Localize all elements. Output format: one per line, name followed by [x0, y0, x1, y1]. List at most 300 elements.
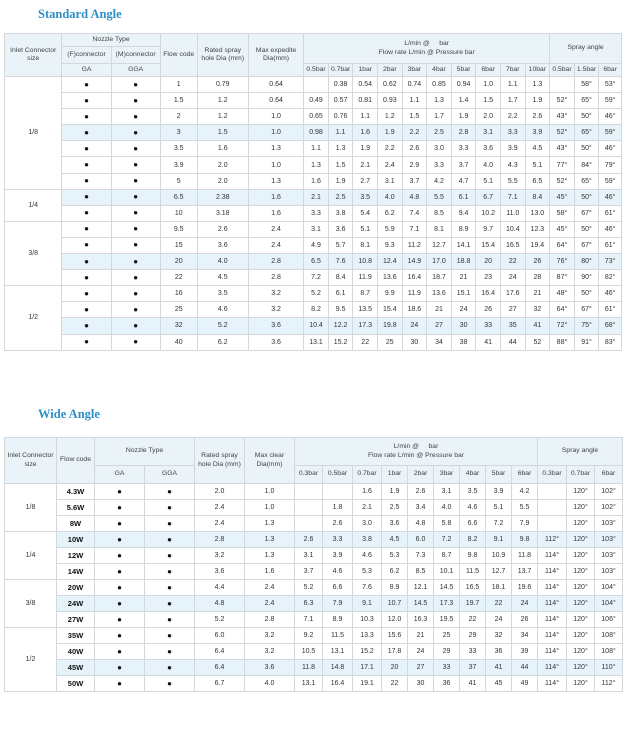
table-row [5, 302, 622, 318]
flow-value: 22 [460, 612, 486, 628]
inlet-size-cell: 1/4 [5, 189, 62, 221]
spray-angle-value: 120° [567, 580, 595, 596]
spray-angle-value: 120° [567, 532, 595, 548]
max-dia-cell: 1.0 [248, 157, 303, 173]
spray-angle-value: 120° [567, 516, 595, 532]
gga-dot: ● [145, 676, 195, 692]
flow-value: 21 [427, 302, 452, 318]
flow-value: 6.2 [378, 205, 403, 221]
spray-angle-value: 46° [599, 141, 622, 157]
flow-value: 6.3 [295, 596, 323, 612]
flow-value: 22 [353, 334, 378, 350]
gga-dot: ● [111, 221, 160, 237]
max-dia-cell: 2.4 [245, 580, 295, 596]
flow-value: 7.1 [500, 189, 525, 205]
flow-value: 9.3 [378, 237, 403, 253]
max-dia-cell: 2.8 [248, 270, 303, 286]
flow-value: 1.3 [328, 141, 353, 157]
ga-dot: ● [95, 548, 145, 564]
flow-value: 7.9 [512, 516, 538, 532]
flow-value: 24 [512, 596, 538, 612]
ga-dot: ● [62, 237, 111, 253]
max-dia-cell: 1.3 [245, 516, 295, 532]
spray-angle-value: 46° [599, 286, 622, 302]
standard-angle-table [4, 33, 622, 351]
flow-value: 30 [408, 676, 434, 692]
flow-value: 1.5 [328, 157, 353, 173]
flow-value: 4.5 [525, 141, 550, 157]
flow-value: 11.5 [460, 564, 486, 580]
flow-code-cell: 45W [57, 660, 95, 676]
rated-dia-cell: 5.2 [195, 612, 245, 628]
flow-value [304, 77, 329, 93]
table-row [5, 221, 622, 237]
flow-value: 2.6 [525, 109, 550, 125]
flow-code-cell: 10 [160, 205, 197, 221]
flow-value: 1.9 [378, 125, 403, 141]
rated-dia-cell: 2.0 [197, 157, 248, 173]
max-dia-cell: 3.6 [248, 318, 303, 334]
flow-value: 32 [525, 302, 550, 318]
flow-value: 8.5 [408, 564, 434, 580]
pressure-header: 4bar [460, 466, 486, 484]
spray-angle-value: 52° [550, 93, 575, 109]
flow-code-cell: 1 [160, 77, 197, 93]
flow-value: 1.3 [304, 157, 329, 173]
flow-value: 35 [500, 318, 525, 334]
ga-dot: ● [62, 286, 111, 302]
flow-value: 17.0 [427, 254, 452, 270]
flow-value: 13.0 [525, 205, 550, 221]
table-row [5, 93, 622, 109]
gga-dot: ● [111, 93, 160, 109]
max-dia-cell: 2.4 [248, 237, 303, 253]
gga-dot: ● [111, 205, 160, 221]
flow-value: 7.2 [486, 516, 512, 532]
gga-dot: ● [111, 254, 160, 270]
flow-value: 2.6 [323, 516, 353, 532]
flow-value: 0.65 [304, 109, 329, 125]
flow-code-cell: 3 [160, 125, 197, 141]
spray-angle-value: 112° [595, 676, 623, 692]
spray-angle-value: 61° [599, 205, 622, 221]
flow-rate-header [304, 34, 550, 64]
flow-value: 22 [486, 596, 512, 612]
flow-code-cell: 1.5 [160, 93, 197, 109]
angle-pressure-header: 6bar [595, 466, 623, 484]
flow-value: 11.9 [402, 286, 427, 302]
flow-value: 2.6 [402, 141, 427, 157]
flow-value: 5.1 [525, 157, 550, 173]
flow-value: 2.5 [427, 125, 452, 141]
inlet-size-cell: 1/2 [5, 628, 57, 692]
flow-value: 5.3 [353, 564, 382, 580]
table-row [5, 125, 622, 141]
flow-value: 4.8 [402, 189, 427, 205]
ga-dot: ● [95, 532, 145, 548]
flow-value: 2.9 [402, 157, 427, 173]
gga-dot: ● [145, 596, 195, 612]
spray-angle-value: 61° [599, 237, 622, 253]
flow-value: 4.8 [408, 516, 434, 532]
flow-value: 41 [460, 676, 486, 692]
spray-angle-value: 45° [550, 189, 575, 205]
flow-rate-unit: L/min @ bar [404, 40, 450, 48]
spray-angle-value: 103° [595, 548, 623, 564]
flow-value: 1.0 [476, 77, 501, 93]
flow-value: 4.2 [427, 173, 452, 189]
flow-value: 49 [512, 676, 538, 692]
spray-angle-value: 79° [599, 157, 622, 173]
ga-dot: ● [95, 516, 145, 532]
spray-angle-value: 52° [550, 173, 575, 189]
spray-angle-value [538, 484, 567, 500]
flow-value: 10.4 [500, 221, 525, 237]
flow-value: 21 [451, 270, 476, 286]
table-row [5, 676, 623, 692]
flow-value: 1.3 [427, 93, 452, 109]
flow-value: 29 [434, 644, 460, 660]
flow-value: 1.9 [525, 93, 550, 109]
ga-dot: ● [62, 189, 111, 205]
flow-value: 1.7 [500, 93, 525, 109]
rated-dia-cell: 3.2 [195, 548, 245, 564]
flow-value: 4.0 [476, 157, 501, 173]
flow-value: 12.2 [328, 318, 353, 334]
flow-value: 5.2 [304, 286, 329, 302]
flow-value: 7.9 [323, 596, 353, 612]
flow-value: 22 [500, 254, 525, 270]
ga-dot: ● [62, 141, 111, 157]
flow-value: 14.9 [402, 254, 427, 270]
flow-value: 1.1 [304, 141, 329, 157]
flow-value: 7.3 [408, 548, 434, 564]
spray-angle-value: 114° [538, 676, 567, 692]
ga-dot: ● [95, 500, 145, 516]
spray-angle-value: 87° [550, 270, 575, 286]
ga-dot: ● [62, 318, 111, 334]
table-row [5, 612, 623, 628]
table-row [5, 596, 623, 612]
inlet-size-cell: 1/8 [5, 484, 57, 532]
flow-code-cell: 8W [57, 516, 95, 532]
pressure-header: 0.5bar [304, 64, 329, 77]
rated-dia-header: Rated spray hole Dia (mm) [197, 34, 248, 77]
standard-angle-title: Standard Angle [38, 7, 122, 21]
flow-code-cell: 3.5 [160, 141, 197, 157]
flow-code-cell: 50W [57, 676, 95, 692]
flow-value: 12.0 [382, 612, 408, 628]
flow-rate-label: Flow rate L/min @ Pressure bar [378, 48, 475, 56]
rated-dia-cell: 2.6 [197, 221, 248, 237]
inlet-size-header: Inlet Connector size [5, 438, 57, 484]
flow-value: 19.4 [525, 237, 550, 253]
max-dia-cell: 1.0 [248, 109, 303, 125]
flow-value: 4.6 [353, 548, 382, 564]
flow-value: 36 [486, 644, 512, 660]
flow-value: 13.3 [353, 628, 382, 644]
flow-value: 4.5 [382, 532, 408, 548]
spray-angle-value: 77° [550, 157, 575, 173]
flow-value: 25 [378, 334, 403, 350]
flow-value: 29 [460, 628, 486, 644]
flow-code-cell: 6.5 [160, 189, 197, 205]
table-row [5, 660, 623, 676]
flow-code-cell: 14W [57, 564, 95, 580]
flow-value: 26 [476, 302, 501, 318]
table-row [5, 173, 622, 189]
ga-dot: ● [62, 93, 111, 109]
flow-value: 4.2 [512, 484, 538, 500]
angle-pressure-header: 0.5bar [550, 64, 575, 77]
flow-value: 9.9 [378, 286, 403, 302]
flow-value: 12.3 [525, 221, 550, 237]
gga-dot: ● [111, 109, 160, 125]
spray-angle-value: 114° [538, 564, 567, 580]
flow-code-cell: 12W [57, 548, 95, 564]
ga-dot: ● [62, 205, 111, 221]
flow-value: 3.6 [382, 516, 408, 532]
spray-angle-value: 50° [574, 109, 599, 125]
flow-value: 0.98 [304, 125, 329, 141]
rated-dia-cell: 3.6 [195, 564, 245, 580]
pressure-header: 6bar [512, 466, 538, 484]
flow-value: 8.1 [353, 237, 378, 253]
pressure-header: 3bar [402, 64, 427, 77]
gga-dot: ● [145, 484, 195, 500]
flow-code-cell: 5.6W [57, 500, 95, 516]
flow-value: 1.9 [328, 173, 353, 189]
max-dia-cell: 2.8 [248, 254, 303, 270]
flow-value: 8.4 [525, 189, 550, 205]
spray-angle-value: 48° [550, 286, 575, 302]
spray-angle-value: 114° [538, 612, 567, 628]
flow-value: 3.1 [304, 221, 329, 237]
flow-value: 14.1 [451, 237, 476, 253]
flow-code-cell: 35W [57, 628, 95, 644]
flow-code-cell: 10W [57, 532, 95, 548]
max-dia-cell: 3.2 [245, 628, 295, 644]
flow-value: 9.7 [476, 221, 501, 237]
flow-value: 2.2 [402, 125, 427, 141]
flow-value: 9.5 [328, 302, 353, 318]
table-row [5, 644, 623, 660]
spray-angle-value: 59° [599, 93, 622, 109]
f-connector-header: (F)connector [62, 47, 111, 64]
spray-angle-value [538, 516, 567, 532]
spray-angle-value: 114° [538, 580, 567, 596]
pressure-header: 10bar [525, 64, 550, 77]
flow-value: 3.1 [476, 125, 501, 141]
flow-value: 32 [486, 628, 512, 644]
spray-angle-value [550, 77, 575, 93]
flow-value: 34 [427, 334, 452, 350]
flow-value: 19.7 [460, 596, 486, 612]
flow-value: 4.6 [460, 500, 486, 516]
spray-angle-header: Spray angle [550, 34, 622, 64]
flow-value: 4.9 [304, 237, 329, 253]
flow-value: 1.9 [382, 484, 408, 500]
table-row [5, 548, 623, 564]
flow-value: 8.9 [382, 580, 408, 596]
ga-dot: ● [62, 221, 111, 237]
rated-dia-cell: 4.8 [195, 596, 245, 612]
flow-value: 2.1 [353, 500, 382, 516]
max-dia-cell: 1.0 [245, 500, 295, 516]
ga-dot: ● [62, 334, 111, 350]
spray-angle-value: 68° [599, 318, 622, 334]
pressure-header: 7bar [500, 64, 525, 77]
max-dia-header: Max expedite Dia(mm) [248, 34, 303, 77]
flow-value: 10.1 [434, 564, 460, 580]
flow-code-cell: 9.5 [160, 221, 197, 237]
spray-angle-value: 120° [567, 644, 595, 660]
spray-angle-value: 91° [574, 334, 599, 350]
flow-value: 27 [408, 660, 434, 676]
flow-value: 1.5 [402, 109, 427, 125]
spray-angle-value: 73° [599, 254, 622, 270]
flow-value: 3.3 [427, 157, 452, 173]
flow-value: 44 [512, 660, 538, 676]
spray-angle-value: 102° [595, 484, 623, 500]
flow-value: 24 [408, 644, 434, 660]
rated-dia-header: Rated spray hole Dia (mm) [195, 438, 245, 484]
gga-dot: ● [111, 318, 160, 334]
spray-angle-value: 114° [538, 596, 567, 612]
spray-angle-value: 46° [599, 221, 622, 237]
flow-value: 4.0 [378, 189, 403, 205]
rated-dia-cell: 2.0 [197, 173, 248, 189]
flow-value: 10.3 [353, 612, 382, 628]
flow-value: 14.5 [434, 580, 460, 596]
inlet-size-cell: 1/2 [5, 286, 62, 350]
gga-dot: ● [145, 564, 195, 580]
table-row [5, 157, 622, 173]
flow-code-cell: 40W [57, 644, 95, 660]
flow-code-header: Flow code [160, 34, 197, 77]
flow-value: 20 [382, 660, 408, 676]
ga-dot: ● [95, 484, 145, 500]
flow-value: 27 [427, 318, 452, 334]
flow-value: 3.7 [402, 173, 427, 189]
flow-value: 9.1 [486, 532, 512, 548]
flow-value: 15.2 [328, 334, 353, 350]
flow-value: 21 [408, 628, 434, 644]
max-dia-cell: 4.0 [245, 676, 295, 692]
ga-dot: ● [62, 109, 111, 125]
flow-value: 36 [434, 676, 460, 692]
flow-value: 0.93 [378, 93, 403, 109]
rated-dia-cell: 1.6 [197, 141, 248, 157]
flow-value: 11.2 [402, 237, 427, 253]
flow-value: 9.2 [295, 628, 323, 644]
flow-code-cell: 40 [160, 334, 197, 350]
spray-angle-value: 50° [574, 286, 599, 302]
flow-value: 11.8 [512, 548, 538, 564]
flow-value: 1.6 [353, 484, 382, 500]
table-row [5, 254, 622, 270]
flow-value: 13.1 [323, 644, 353, 660]
flow-value: 8.9 [451, 221, 476, 237]
rated-dia-cell: 6.7 [195, 676, 245, 692]
table-row [5, 516, 623, 532]
spray-angle-value: 120° [567, 596, 595, 612]
spray-angle-value: 58° [550, 205, 575, 221]
flow-value: 18.6 [402, 302, 427, 318]
spray-angle-value: 120° [567, 500, 595, 516]
flow-rate-unit: L/min @ bar [393, 443, 439, 451]
wide-angle-table [4, 437, 623, 692]
gga-dot: ● [111, 141, 160, 157]
flow-value: 9.4 [451, 205, 476, 221]
gga-dot: ● [145, 548, 195, 564]
spray-angle-value: 120° [567, 660, 595, 676]
spray-angle-value: 120° [567, 612, 595, 628]
flow-value: 7.4 [402, 205, 427, 221]
flow-value: 13.6 [427, 286, 452, 302]
flow-value: 13.6 [378, 270, 403, 286]
spray-angle-value: 103° [595, 516, 623, 532]
flow-value: 15.4 [476, 237, 501, 253]
flow-value: 34 [512, 628, 538, 644]
flow-value: 11.8 [295, 660, 323, 676]
flow-value: 12.7 [486, 564, 512, 580]
spray-angle-value: 72° [550, 318, 575, 334]
spray-angle-value: 80° [574, 254, 599, 270]
table-row [5, 628, 623, 644]
rated-dia-cell: 4.4 [195, 580, 245, 596]
flow-code-cell: 15 [160, 237, 197, 253]
flow-value: 16.4 [402, 270, 427, 286]
flow-value: 6.1 [451, 189, 476, 205]
max-dia-cell: 0.64 [248, 77, 303, 93]
spray-angle-value: 114° [538, 644, 567, 660]
flow-code-cell: 16 [160, 286, 197, 302]
flow-value: 2.4 [378, 157, 403, 173]
table-row [5, 564, 623, 580]
flow-value: 33 [434, 660, 460, 676]
flow-code-cell: 25 [160, 302, 197, 318]
flow-value: 37 [460, 660, 486, 676]
flow-value: 8.9 [323, 612, 353, 628]
flow-value: 7.2 [434, 532, 460, 548]
max-dia-cell: 1.6 [245, 564, 295, 580]
table-row [5, 270, 622, 286]
flow-value: 3.5 [353, 189, 378, 205]
gga-dot: ● [111, 270, 160, 286]
flow-value: 3.9 [525, 125, 550, 141]
ga-dot: ● [62, 254, 111, 270]
flow-value: 0.38 [328, 77, 353, 93]
flow-value: 16.4 [476, 286, 501, 302]
max-dia-cell: 3.6 [248, 334, 303, 350]
ga-dot: ● [95, 596, 145, 612]
flow-value: 13.5 [353, 302, 378, 318]
flow-value: 2.0 [476, 109, 501, 125]
nozzle-type-header: Nozzle Type [62, 34, 160, 47]
gga-dot: ● [145, 532, 195, 548]
spray-angle-value: 104° [595, 596, 623, 612]
nozzle-type-header: Nozzle Type [95, 438, 195, 466]
flow-value: 2.5 [382, 500, 408, 516]
flow-value: 3.7 [451, 157, 476, 173]
spray-angle-value: 65° [574, 125, 599, 141]
flow-value: 5.9 [378, 221, 403, 237]
spray-angle-value: 102° [595, 500, 623, 516]
flow-value: 18.7 [427, 270, 452, 286]
spray-angle-value: 120° [567, 484, 595, 500]
flow-value: 8.5 [427, 205, 452, 221]
